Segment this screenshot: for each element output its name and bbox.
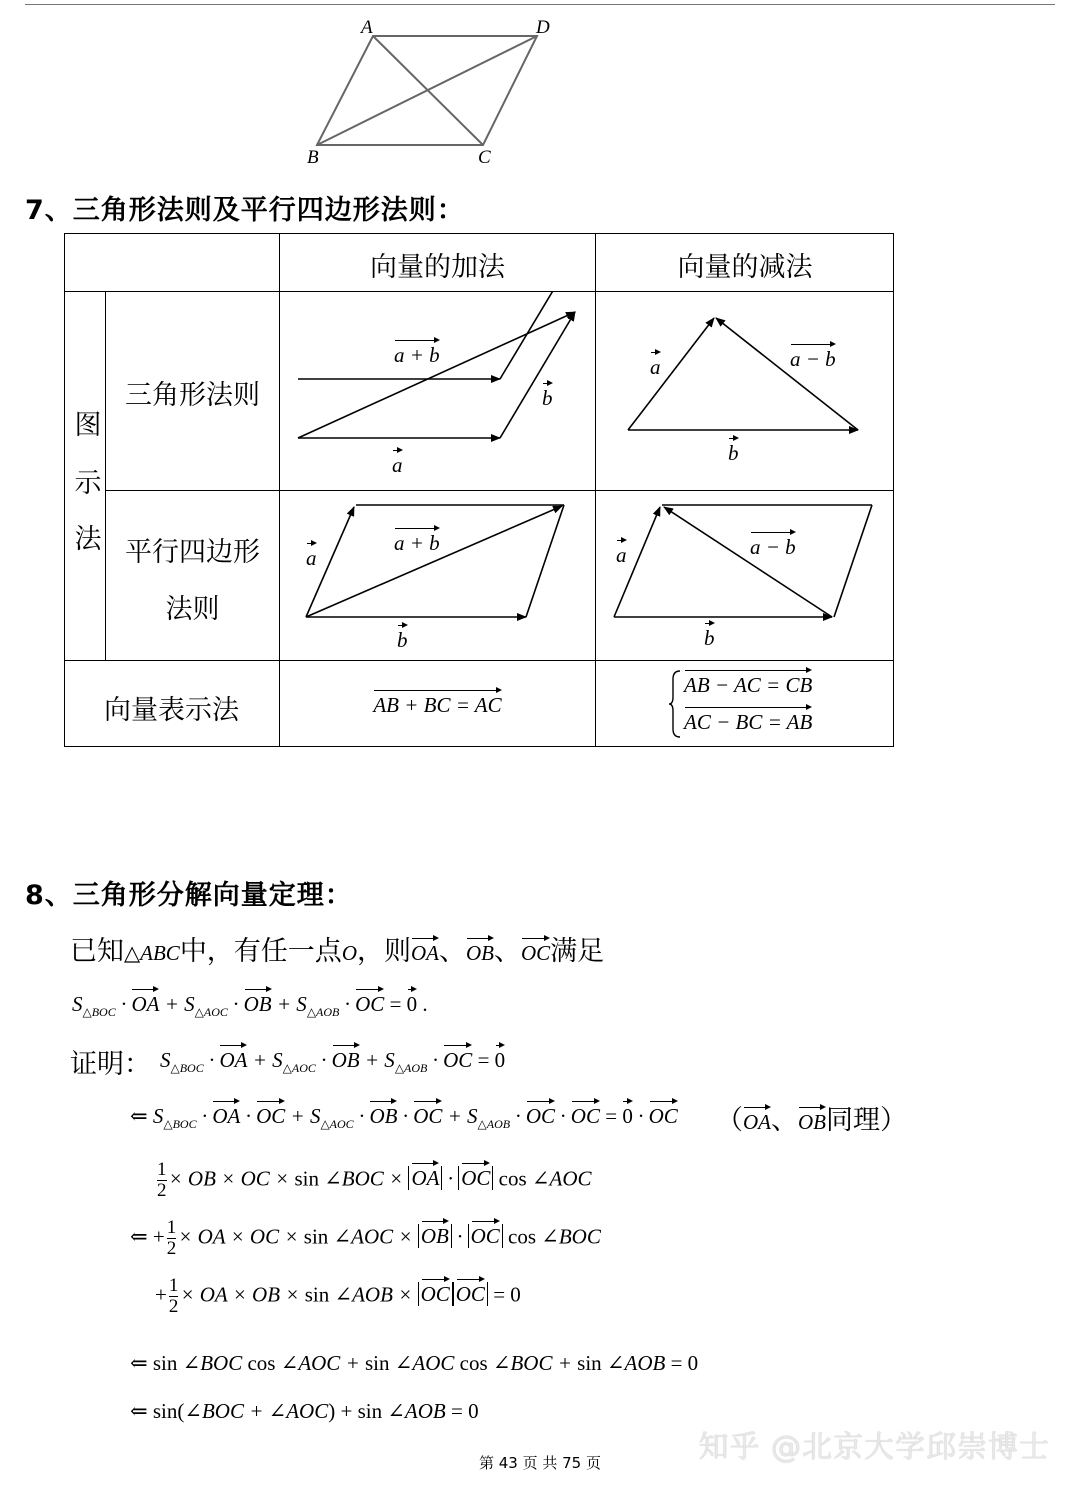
vertex-label-b: B <box>307 147 319 168</box>
page-number: 第 43 页 共 75 页 <box>478 1454 601 1472</box>
proof-step-4: ⇐ sin(∠BOC + ∠AOC) + sin ∠AOB = 0 <box>130 1399 479 1423</box>
label-a-parallelogram-add: a <box>306 546 317 570</box>
label-b-parallelogram-add: b <box>397 628 408 652</box>
row-group-char-1: 图 <box>74 410 102 441</box>
vertex-label-a: A <box>361 17 373 38</box>
row-triangle-label: 三角形法则 <box>125 380 260 411</box>
header-rule <box>25 4 1055 5</box>
proof-step-2-line3: + $\frac{1}{2}$ × OA × OB × sin ∠AOB × OC OC = 0 <box>155 1275 521 1317</box>
parallelogram-subtraction-diagram <box>596 491 894 660</box>
addition-formula: AB + BC = AC <box>373 693 502 717</box>
proof-step-1: ⇐ $S_{\triangle BOC}$ · OA · OC + $S_{\triangle AOC}$ · OB · OC + $S_{\triangle AOB}$ · OC · OC = 0 · OC <box>130 1104 678 1131</box>
proof-step-0: $S_{\triangle BOC}$ · OA + $S_{\triangle AOC}$ · OB + $S_{\triangle AOB}$ · OC = 0 <box>160 1048 506 1075</box>
proof-step-3: ⇐ sin ∠BOC cos ∠AOC + sin ∠AOC cos ∠BOC + sin ∠AOB = 0 <box>130 1351 699 1375</box>
subtraction-formula-1: AB − AC = CB <box>684 673 813 697</box>
system-brace <box>668 669 682 739</box>
row-group-char-3: 法 <box>74 524 102 555</box>
triangle-subtraction-diagram <box>596 292 894 490</box>
label-a-parallelogram-sub: a <box>616 543 627 567</box>
row-parallelogram-label-line2: 法则 <box>165 594 220 625</box>
header-addition: 向量的加法 <box>370 252 505 283</box>
label-a-triangle-add: a <box>392 453 403 477</box>
label-a-minus-b-parallelogram: a − b <box>750 535 796 559</box>
watermark: 知乎 @北京大学邱崇博士 <box>698 1430 1050 1465</box>
vertex-label-c: C <box>478 147 491 168</box>
row-vector-notation-label: 向量表示法 <box>104 695 239 726</box>
label-b-triangle-sub: b <box>728 441 739 465</box>
proof-step-1-note: （OA、OB同理） <box>716 1105 907 1136</box>
theorem-equation: $S_{\triangle BOC}$ · OA + $S_{\triangle AOC}$ · OB + $S_{\triangle AOB}$ · OC = 0 . <box>72 992 428 1019</box>
vertex-label-d: D <box>536 17 550 38</box>
label-b-parallelogram-sub: b <box>704 626 715 650</box>
vector-rules-table <box>64 233 894 747</box>
row-parallelogram-label-line1: 平行四边形 <box>125 537 260 568</box>
label-a-plus-b-parallelogram: a + b <box>394 531 440 555</box>
label-a-minus-b-triangle: a − b <box>790 347 836 371</box>
subtraction-formula-2: AC − BC = AB <box>684 710 813 734</box>
section-7-heading: 7、三角形法则及平行四边形法则： <box>25 195 465 226</box>
theorem-statement: 已知△ABC中，有任一点O，则OA、OB、OC满足 <box>70 936 605 967</box>
label-b-triangle-add: b <box>542 386 553 410</box>
parallelogram-abcd-figure <box>290 10 570 170</box>
header-subtraction: 向量的减法 <box>677 252 813 283</box>
proof-label: 证明： <box>70 1049 151 1080</box>
label-a-plus-b-triangle: a + b <box>394 343 440 367</box>
section-8-heading: 8、三角形分解向量定理： <box>25 880 353 911</box>
parallelogram-addition-diagram <box>280 491 595 660</box>
proof-step-2-line2: ⇐ + $\frac{1}{2}$ × OA × OC × sin ∠AOC × OB · OC cos ∠BOC <box>130 1217 601 1259</box>
proof-step-2-line1: $\frac{1}{2}$ × OB × OC × sin ∠BOC × OA · OC cos ∠AOC <box>157 1159 592 1201</box>
label-a-triangle-sub: a <box>650 355 661 379</box>
row-group-char-2: 示 <box>74 468 102 499</box>
